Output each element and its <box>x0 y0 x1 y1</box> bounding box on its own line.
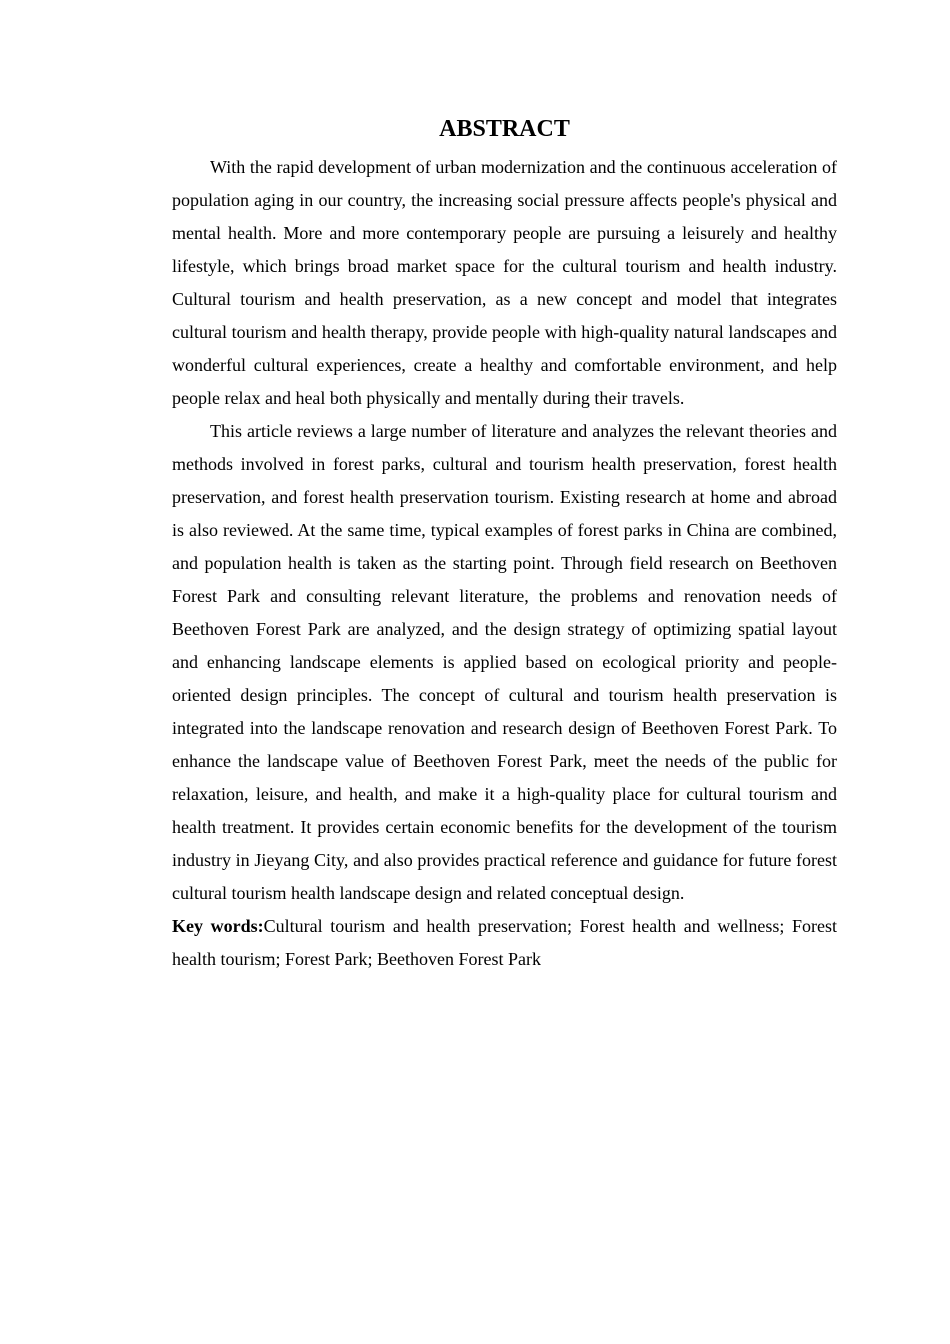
abstract-paragraph-1: With the rapid development of urban modernization and the continuous acceleration of population aging in our country, the increasing social pressure affects people's physical and mental health. More and more contemporary people are pursuing a leisurely and healthy lifestyle, which brings broad market space for the cultural tourism and health industry. Cultural tourism and health preservation, as a new concept and model that integrates cultural tourism and health therapy, provide people with high-quality natural landscapes and wonderful cultural experiences, create a healthy and comfortable environment, and help people relax and heal both physically and mentally during their travels. <box>172 157 837 408</box>
keywords-line <box>172 910 837 976</box>
keywords-label: Key words: <box>172 916 264 936</box>
keywords-text: Cultural tourism and health preservation; Forest health and wellness; Forest health tourism; Forest Park; Beethoven Forest Park <box>172 916 837 969</box>
abstract-paragraph-2: This article reviews a large number of literature and analyzes the relevant theories and methods involved in forest parks, cultural and tourism health preservation, forest health preservation, and forest health preservation tourism. Existing research at home and abroad is also reviewed. At the same time, typical examples of forest parks in China are combined, and population health is taken as the starting point. Through field research on Beethoven Forest Park and consulting relevant literature, the problems and renovation needs of Beethoven Forest Park are analyzed, and the design strategy of optimizing spatial layout and enhancing landscape elements is applied based on ecological priority and people-oriented design principles. The concept of cultural and tourism health preservation is integrated into the landscape renovation and research design of Beethoven Forest Park. To enhance the landscape value of Beethoven Forest Park, meet the needs of the public for relaxation, leisure, and health, and make it a high-quality place for cultural tourism and health treatment. It provides certain economic benefits for the development of the tourism industry in Jieyang City, and also provides practical reference and guidance for future forest cultural tourism health landscape design and related conceptual design. <box>172 421 837 903</box>
page-title: ABSTRACT <box>439 116 570 142</box>
abstract-page <box>172 113 837 976</box>
